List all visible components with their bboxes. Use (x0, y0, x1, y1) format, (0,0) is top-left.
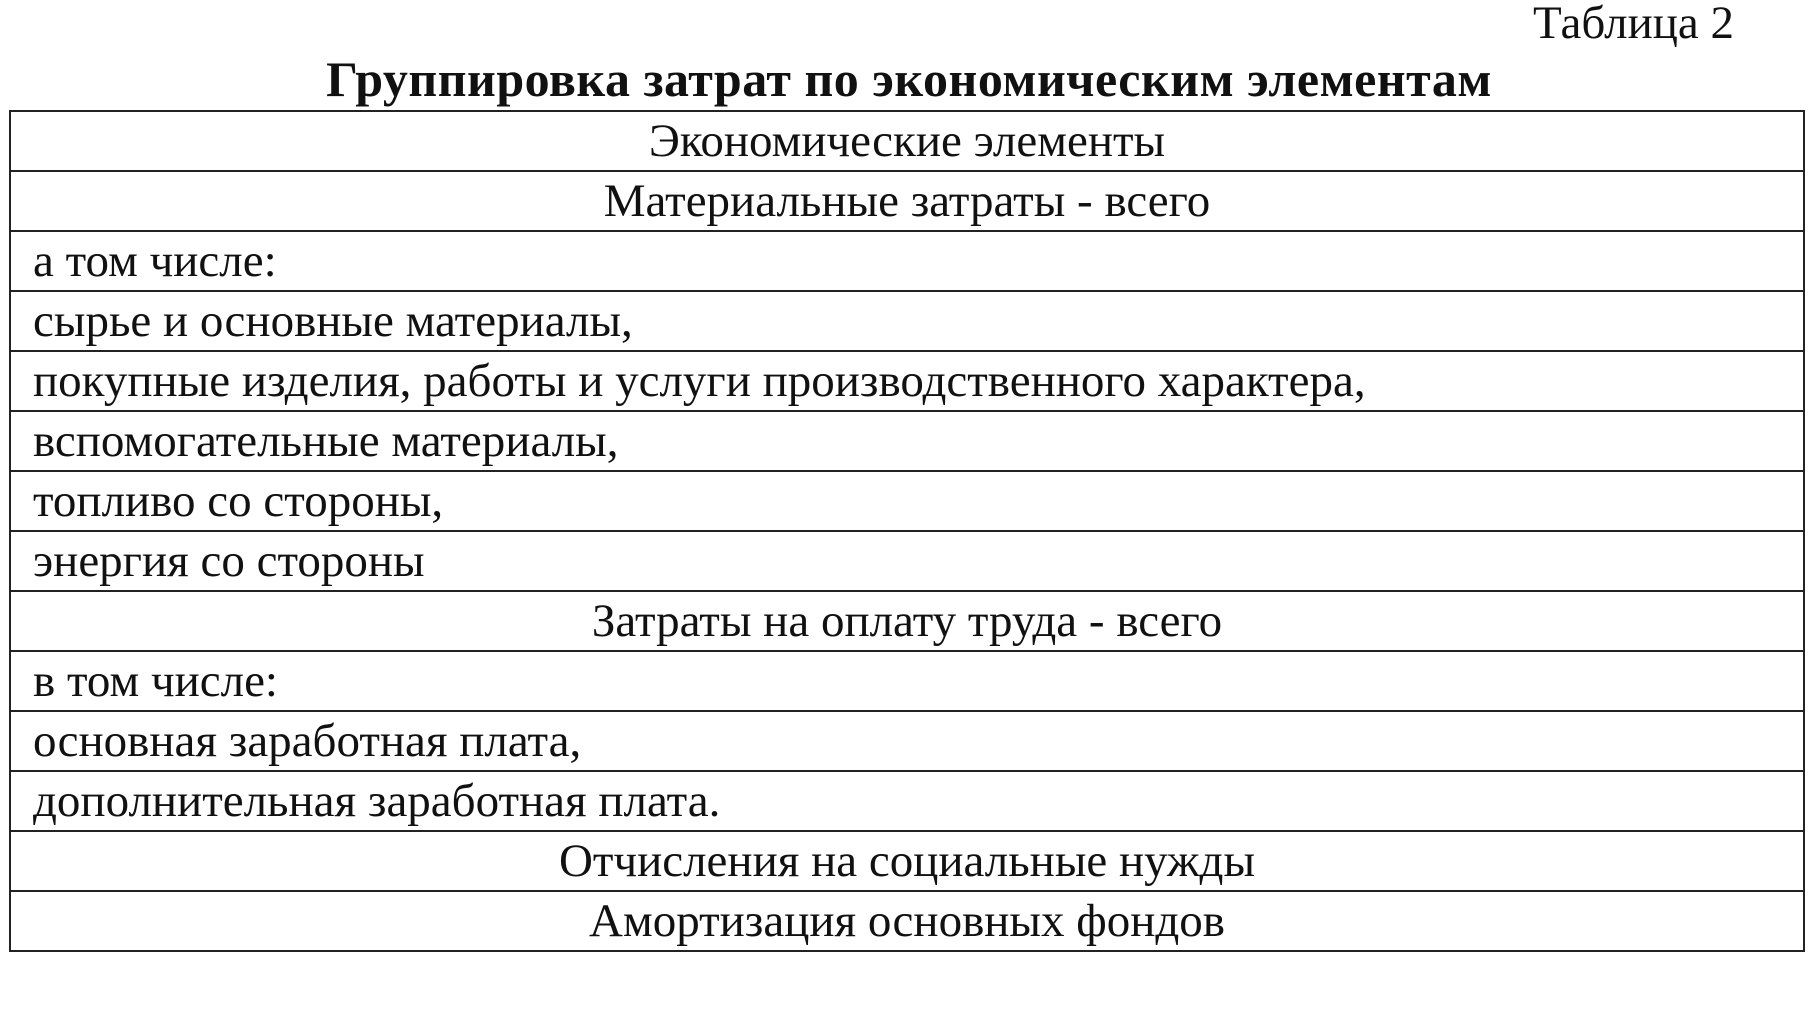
table-row (10, 531, 1804, 591)
table-row (10, 471, 1804, 531)
table-row (10, 411, 1804, 471)
table-number-label: Таблица 2 (1532, 0, 1734, 49)
document-title: Группировка затрат по экономическим элементам (326, 51, 1492, 107)
table-row (10, 771, 1804, 831)
table-cell-item: в том числе: (10, 651, 1804, 711)
table-cell-item: основная заработная плата, (10, 711, 1804, 771)
table-row (10, 591, 1804, 651)
table-cell-item: вспомогательные материалы, (10, 411, 1804, 471)
table-cell-item: топливо со стороны, (10, 471, 1804, 531)
table-row (10, 291, 1804, 351)
table-row (10, 171, 1804, 231)
table-row (10, 351, 1804, 411)
table-row (10, 651, 1804, 711)
table-cell-header: Экономические элементы (10, 111, 1804, 171)
table-row (10, 891, 1804, 951)
table-cell-section: Затраты на оплату труда - всего (10, 591, 1804, 651)
table-row (10, 711, 1804, 771)
table-row (10, 111, 1804, 171)
table-cell-item: энергия со стороны (10, 531, 1804, 591)
table-row (10, 831, 1804, 891)
table-cell-item: сырье и основные материалы, (10, 291, 1804, 351)
table-cell-section: Материальные затраты - всего (10, 171, 1804, 231)
table-cell-item: а том числе: (10, 231, 1804, 291)
table-row (10, 231, 1804, 291)
cost-grouping-table (9, 110, 1805, 952)
table-cell-section: Отчисления на социальные нужды (10, 831, 1804, 891)
table-cell-section: Амортизация основных фондов (10, 891, 1804, 951)
table-cell-item: дополнительная заработная плата. (10, 771, 1804, 831)
table-cell-item: покупные изделия, работы и услуги производственного характера, (10, 351, 1804, 411)
